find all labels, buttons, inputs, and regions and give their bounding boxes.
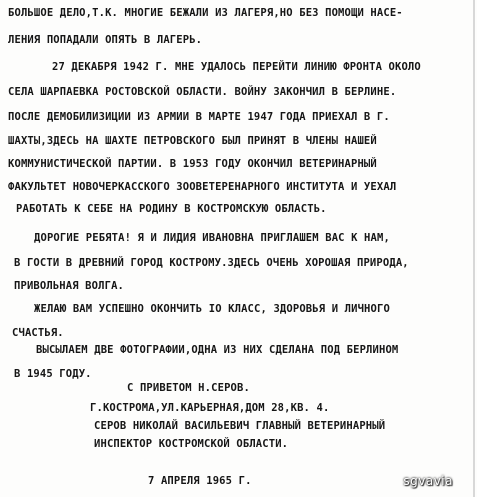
letter-line-20: ИНСПЕКТОР КОСТРОМСКОЙ ОБЛАСТИ. [94,438,289,450]
letter-line-13: ЖЕЛАЮ ВАМ УСПЕШНО ОКОНЧИТЬ IO КЛАСС, ЗДОРОВЬЯ И ЛИЧНОГО [34,303,390,315]
letter-line-9: РАБОТАТЬ К СЕБЕ НА РОДИНУ В КОСТРОМСКУЮ ОБЛАСТЬ. [16,203,327,215]
letter-line-1: БОЛЬШОЕ ДЕЛО,Т.К. МНОГИЕ БЕЖАЛИ ИЗ ЛАГЕРЯ,НО БЕЗ ПОМОЩИ НАСЕ- [8,7,403,19]
letter-line-2: ЛЕНИЯ ПОПАДАЛИ ОПЯТЬ В ЛАГЕРЬ. [8,34,203,46]
letter-line-6: ШАХТЫ,ЗДЕСЬ НА ШАХТЕ ПЕТРОВСКОГО БЫЛ ПРИНЯТ В ЧЛЕНЫ НАШЕЙ [8,135,377,147]
watermark-text: sgvavia [403,474,453,488]
letter-line-15: ВЫСЫЛАЕМ ДВЕ ФОТОГРАФИИ,ОДНА ИЗ НИХ СДЕЛАНА ПОД БЕРЛИНОМ [36,344,399,356]
letter-line-16: В 1945 ГОДУ. [14,368,92,380]
letter-line-19: СЕРОВ НИКОЛАЙ ВАСИЛЬЕВИЧ ГЛАВНЫЙ ВЕТЕРИНАРНЫЙ [94,420,386,432]
letter-line-17: С ПРИВЕТОМ Н.СЕРОВ. [127,382,250,394]
letter-line-14: СЧАСТЬЯ. [12,327,64,339]
letter-line-10: ДОРОГИЕ РЕБЯТА! Я И ЛИДИЯ ИВАНОВНА ПРИГЛАШЕМ ВАС К НАМ, [34,232,390,244]
letter-line-8: ФАКУЛЬТЕТ НОВОЧЕРКАССКОГО ЗООВЕТЕРЕНАРНОГО ИНСТИТУТА И УЕХАЛ [8,181,397,193]
letter-line-11: В ГОСТИ В ДРЕВНИЙ ГОРОД КОСТРОМУ.ЗДЕСЬ ОЧЕНЬ ХОРОШАЯ ПРИРОДА, [14,257,409,269]
letter-line-21: 7 АПРЕЛЯ 1965 Г. [148,475,252,487]
page-edge-border [473,0,475,497]
letter-line-12: ПРИВОЛЬНАЯ ВОЛГА. [14,280,125,292]
letter-line-3: 27 ДЕКАБРЯ 1942 Г. МНЕ УДАЛОСЬ ПЕРЕЙТИ ЛИНИЮ ФРОНТА ОКОЛО [52,61,421,73]
letter-line-4: СЕЛА ШАРПАЕВКА РОСТОВСКОЙ ОБЛАСТИ. ВОЙНУ ЗАКОНЧИЛ В БЕРЛИНЕ. [8,86,397,98]
letter-line-18: Г.КОСТРОМА,УЛ.КАРЬЕРНАЯ,ДОМ 28,КВ. 4. [90,402,330,414]
letter-line-5: ПОСЛЕ ДЕМОБИЛИЗИЦИИ ИЗ АРМИИ В МАРТЕ 1947 ГОДА ПРИЕХАЛ В Г. [8,111,390,123]
letter-line-7: КОММУНИСТИЧЕСКОЙ ПАРТИИ. В 1953 ГОДУ ОКОНЧИЛ ВЕТЕРИНАРНЫЙ [8,158,377,170]
